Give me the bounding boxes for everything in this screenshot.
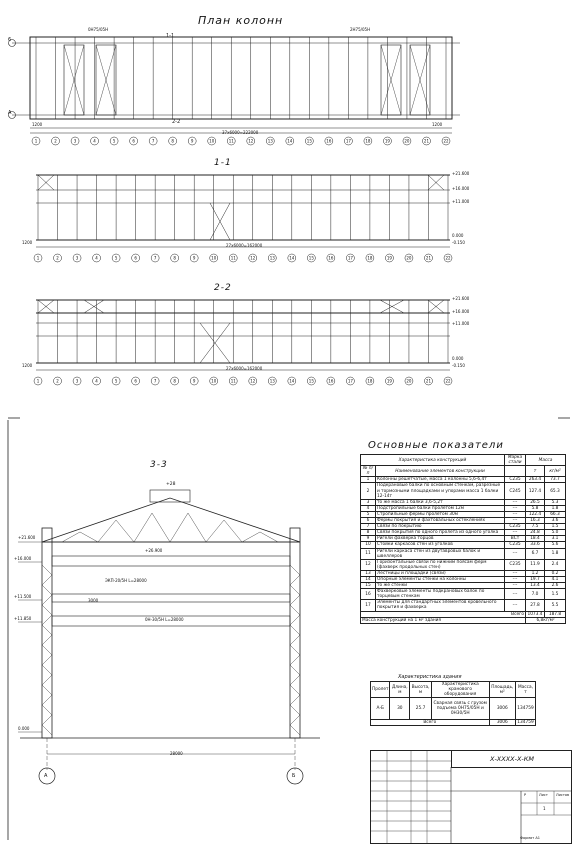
- kp-total-kg: 187.8: [545, 611, 566, 617]
- plan-dim-total: 37x6000=222000: [222, 130, 259, 135]
- kp-cell-mark: ---: [505, 576, 526, 582]
- axis-number: 7: [153, 378, 157, 384]
- kp-cell-t: 26.5: [526, 499, 545, 505]
- s33-elev-ridge: +26.900: [145, 548, 163, 553]
- kp-cell-name: Элементы для стандартных элементов кровельного покрытия и фахверка: [376, 600, 505, 611]
- kp-header-1: Характеристика конструкций: [361, 455, 505, 466]
- axis-number: 20: [406, 378, 412, 384]
- kz-h2: Длина, м: [390, 682, 410, 698]
- kz-total-area: 3006: [489, 720, 515, 726]
- kp-cell-name: Горизонтальные связи по нижним поясам ферм (фахверк продольных стен): [376, 559, 505, 570]
- kp-cell-name: Ригели каркаса стен из двутавровых балок и швеллеров: [376, 548, 505, 559]
- kp-cell-kg: 2.6: [545, 583, 566, 589]
- kp-cell-name: то же масса 1 балки 3,6-5,2т: [376, 499, 505, 505]
- s22-elev-low: +11.000: [452, 321, 470, 326]
- kp-cell-t: 19.7: [526, 576, 545, 582]
- s11-elev-top: +21.600: [452, 171, 470, 176]
- table-row: [361, 505, 566, 511]
- kp-cell-name: Фахверковые элементы подкрановых балок по торцевым стенкам: [376, 589, 505, 600]
- kp-cell-mark: ---: [505, 548, 526, 559]
- kp-cell-n: 13: [361, 570, 376, 576]
- s11-dim-left: 1200: [22, 240, 33, 245]
- note-right: 2Н75/05Н: [350, 27, 371, 32]
- kp-cell-n: 10: [361, 542, 376, 548]
- s33-crane-1: ЭКП-20/5Н L=28000: [105, 578, 147, 583]
- kp-cell-kg: 1.5: [545, 589, 566, 600]
- kp-cell-name: Подкрановые балки по основным стенкам, разрезные и тормозными площадками и упорами масса 1 балки 12-14т: [376, 483, 505, 499]
- kp-cell-name: Лестницы и площадки (связи): [376, 570, 505, 576]
- kz-row-span: А-Б: [371, 698, 390, 720]
- kp-cell-t: 263.4: [526, 477, 545, 483]
- axis-number: 16: [328, 378, 334, 384]
- kp-cell-mark: ---: [505, 600, 526, 611]
- kp-cell-n: 4: [361, 505, 376, 511]
- axis-number: 12: [248, 138, 254, 144]
- axis-number: 22: [445, 378, 451, 384]
- kp-cell-kg: 5.0: [545, 530, 566, 536]
- axis-number: 7: [153, 255, 157, 261]
- kp-cell-mark: ---: [505, 499, 526, 505]
- axis-number: 3: [75, 378, 79, 384]
- s33-elev-roof: +21.600: [18, 535, 36, 540]
- stamp-stage: Р: [524, 793, 527, 797]
- axis-number: 9: [192, 378, 196, 384]
- kp-cell-kg: 2.4: [545, 559, 566, 570]
- axis-number: 15: [308, 255, 314, 261]
- kp-cell-kg: 1.5: [545, 524, 566, 530]
- kp-cell-kg: 5.6: [545, 542, 566, 548]
- axis-number: 14: [287, 138, 293, 144]
- axis-number: 10: [209, 138, 215, 144]
- kp-cell-mark: ---: [505, 505, 526, 511]
- kp-cell-t: 7.0: [526, 589, 545, 600]
- s11-elev-mid: +16.000: [452, 186, 470, 191]
- kp-cell-kg: 3.1: [545, 536, 566, 542]
- axis-number: 8: [171, 138, 174, 144]
- kp-cell-t: 127.4: [526, 483, 545, 499]
- kp-cell-kg: 66.3: [545, 511, 566, 517]
- s33-span: 28000: [170, 751, 183, 756]
- kp-cell-t: 16.3: [526, 518, 545, 524]
- kz-row-h: 25.7: [410, 698, 432, 720]
- s22-elev-bot: -0.150: [452, 363, 465, 368]
- kp-cell-name: Опорные элементы стенки на колонны: [376, 576, 505, 582]
- axis-number: 13: [269, 255, 275, 261]
- kp-cell-kg: 73.7: [545, 477, 566, 483]
- kp-sub-name: Наименование элементов конструкции: [376, 466, 505, 477]
- kz-row-crane: Сварная связь с грузом подъема 0Н75/05Н и 0Н30/5Н: [431, 698, 489, 720]
- s22-elev-top: +21.600: [452, 296, 470, 301]
- kp-cell-name: Подстропильные балки пролетом 12м: [376, 505, 505, 511]
- kp-cell-t: 18.4: [526, 536, 545, 542]
- table-row: [361, 518, 566, 524]
- kp-footer-val: 6,8кг/м²: [526, 617, 566, 623]
- axis-number: 15: [308, 378, 314, 384]
- table-row: [361, 600, 566, 611]
- cut-2-bottom: 2-2: [172, 119, 181, 125]
- kp-sub-no: № п/п: [361, 466, 376, 477]
- kp-cell-n: 1: [361, 477, 376, 483]
- stamp-format: Формат А1: [520, 836, 540, 840]
- indicators-table: [360, 454, 566, 624]
- s11-dim: 27x6000=162000: [226, 243, 263, 248]
- s22-elev-floor: 0.000: [452, 356, 464, 361]
- kp-cell-n: 9: [361, 536, 376, 542]
- kp-cell-name: Ригели фахверка торцов: [376, 536, 505, 542]
- table-row: [361, 559, 566, 570]
- axis-number: 2: [56, 378, 59, 384]
- s33-elev-1: +16.000: [14, 556, 32, 561]
- axis-number: 9: [190, 138, 194, 144]
- axis-number: 20: [404, 138, 410, 144]
- kp-cell-t: 33.6: [526, 542, 545, 548]
- axis-number: 2: [54, 138, 57, 144]
- kp-cell-mark: С235: [505, 542, 526, 548]
- kp-total-t: 1073.4: [527, 611, 543, 617]
- kp-cell-n: 14: [361, 576, 376, 582]
- s11-elev-floor: 0.000: [452, 233, 464, 238]
- s33-elev-0: 0.000: [18, 726, 30, 731]
- building-char-table: [370, 681, 536, 726]
- cut-1-top: 1-1: [166, 33, 175, 39]
- axis-number: 21: [425, 255, 432, 261]
- section-3-3-title: 3-3: [150, 460, 168, 470]
- s33-dim-3000: 3000: [88, 598, 99, 603]
- s22-dim: 27x6000=162000: [226, 366, 263, 371]
- kp-cell-t: 11.9: [526, 559, 545, 570]
- stamp-sheets-label: Листов: [556, 793, 570, 797]
- s33-axis-b: Б: [292, 773, 296, 779]
- kp-cell-t: 5.8: [526, 505, 545, 511]
- kp-cell-kg: 1.8: [545, 548, 566, 559]
- kp-cell-name: Связи по покрытию: [376, 524, 505, 530]
- kp-cell-t: 24.8: [526, 530, 545, 536]
- axis-number: 18: [365, 138, 371, 144]
- kp-cell-mark: С235: [505, 477, 526, 483]
- axis-number: 6: [132, 138, 135, 144]
- kp-cell-mark: ---: [505, 511, 526, 517]
- indicators-title: Основные показатели: [368, 440, 504, 451]
- kp-cell-t: 7.5: [526, 524, 545, 530]
- kz-h3: Высота, м: [410, 682, 432, 698]
- axis-number: 6: [134, 378, 137, 384]
- title-block: [370, 750, 572, 844]
- section-1-1-title: 1-1: [214, 158, 232, 168]
- kp-cell-kg: 1.8: [545, 505, 566, 511]
- kz-h1: Пролет: [371, 682, 390, 698]
- stamp-sheet-no: 1: [543, 806, 546, 811]
- kp-cell-n: 6: [361, 518, 376, 524]
- kp-cell-name: Стойки каркасов стен из уголков: [376, 542, 505, 548]
- kp-cell-n: 7: [361, 524, 376, 530]
- kp-footer: Масса конструкций на 1 м² здания: [361, 617, 526, 623]
- axis-number: 5: [114, 255, 118, 261]
- kp-cell-n: 3: [361, 499, 376, 505]
- section-3-3: [0, 470, 360, 810]
- kp-cell-mark: ---: [505, 570, 526, 576]
- axis-number: 19: [386, 255, 392, 261]
- kp-cell-kg: 5.3: [545, 499, 566, 505]
- kp-cell-mark: ---: [505, 583, 526, 589]
- kp-cell-kg: 3.6: [545, 518, 566, 524]
- axis-number: 19: [384, 138, 390, 144]
- kp-cell-n: 17: [361, 600, 376, 611]
- kp-cell-name: Связи покрытия по одного пролета из одного уголка: [376, 530, 505, 536]
- axis-number: 1: [34, 138, 38, 144]
- axis-number: 3: [75, 255, 79, 261]
- axis-number: 21: [423, 138, 430, 144]
- axis-number: 16: [328, 255, 334, 261]
- kz-total-label: Всего: [371, 720, 490, 726]
- kp-cell-n: 8: [361, 530, 376, 536]
- axis-number: 4: [93, 138, 96, 144]
- axis-a-label: A: [8, 110, 12, 116]
- axis-number: 11: [230, 255, 236, 261]
- axis-number: 21: [425, 378, 432, 384]
- s11-elev-bot: -0.150: [452, 240, 465, 245]
- axis-number: 20: [406, 255, 412, 261]
- kp-cell-mark: С245: [505, 483, 526, 499]
- axis-number: 8: [173, 255, 176, 261]
- kp-cell-mark: С235: [505, 524, 526, 530]
- plan-title: План колонн: [198, 14, 284, 27]
- kp-sub-kg: кг/м²: [545, 466, 566, 477]
- kp-cell-t: 6.7: [526, 548, 545, 559]
- kz-h4: Характеристика кранового оборудования: [431, 682, 489, 698]
- axis-number: 10: [211, 255, 217, 261]
- table-row: [361, 483, 566, 499]
- axis-number: 22: [443, 138, 449, 144]
- kz-total-mass: 134759: [517, 720, 534, 725]
- table-row: [361, 576, 566, 582]
- axis-number: 18: [367, 378, 373, 384]
- stamp-grid: [371, 751, 571, 843]
- axis-number: 8: [173, 378, 176, 384]
- kp-cell-n: 16: [361, 589, 376, 600]
- s33-elev-3: +11.850: [14, 616, 32, 621]
- s11-elev-low: +11.000: [452, 199, 470, 204]
- axis-number: 5: [114, 378, 118, 384]
- kz-row-area: 3006: [489, 698, 515, 720]
- axis-number: 13: [269, 378, 275, 384]
- kp-cell-name: Колонны решетчатые, масса 1 колонны 5,6-6,4т: [376, 477, 505, 483]
- axis-number: 17: [347, 378, 353, 384]
- kz-h6: Масса, т: [516, 682, 536, 698]
- kp-cell-mark: ---: [505, 530, 526, 536]
- plan-dim-right: 1200: [432, 122, 443, 127]
- kp-cell-kg: 65.3: [545, 483, 566, 499]
- axis-number: 3: [73, 138, 77, 144]
- kp-cell-n: 11: [361, 548, 376, 559]
- axis-number: 9: [192, 255, 196, 261]
- axis-number: 15: [306, 138, 312, 144]
- kp-cell-n: 5: [361, 511, 376, 517]
- axis-number: 14: [289, 378, 295, 384]
- kz-h5: Площадь, м²: [489, 682, 515, 698]
- axis-number: 5: [112, 138, 116, 144]
- axis-number: 12: [250, 378, 256, 384]
- table-row: [361, 530, 566, 536]
- axis-number: 1: [36, 378, 40, 384]
- axis-number: 11: [230, 378, 236, 384]
- axis-number: 1: [36, 255, 40, 261]
- kp-cell-mark: ВСт: [505, 536, 526, 542]
- kp-cell-mark: ---: [505, 518, 526, 524]
- kp-cell-name: то же стенки: [376, 583, 505, 589]
- axis-number: 2: [56, 255, 59, 261]
- axis-number: 19: [386, 378, 392, 384]
- axis-number: 22: [445, 255, 451, 261]
- kp-cell-name: Стропильные фермы пролетом 30м: [376, 511, 505, 517]
- kp-cell-kg: 4.1: [545, 576, 566, 582]
- drawing-code: Х-ХХХХ-Х-КМ: [451, 751, 572, 768]
- axis-number: 16: [326, 138, 332, 144]
- kp-sub-t: т: [526, 466, 545, 477]
- axis-number: 14: [289, 255, 295, 261]
- kp-total-label: Всего: [361, 611, 526, 617]
- section-2-2-title: 2-2: [214, 283, 232, 293]
- note-left: 0Н75/05Н: [88, 27, 109, 32]
- kp-cell-t: 1.2: [526, 570, 545, 576]
- kp-cell-t: 27.8: [526, 600, 545, 611]
- kp-header-mass: Масса: [526, 455, 566, 466]
- axis-number: 13: [267, 138, 273, 144]
- axis-number: 4: [95, 378, 98, 384]
- s22-dim-left: 1200: [22, 363, 33, 368]
- axis-number: 6: [134, 255, 137, 261]
- stamp-sheet-label: Лист: [539, 793, 548, 797]
- kp-cell-t: 122.4: [526, 511, 545, 517]
- s33-crane-2: 0Н-30/5Н L=28000: [145, 617, 184, 622]
- kp-cell-n: 15: [361, 583, 376, 589]
- axis-b-label: 6: [8, 37, 12, 43]
- table-row: [361, 548, 566, 559]
- kp-cell-n: 12: [361, 559, 376, 570]
- kz-row-mass: 134759: [516, 698, 536, 720]
- kp-cell-mark: ---: [505, 589, 526, 600]
- kp-cell-kg: 0.2: [545, 570, 566, 576]
- building-char-title: Характеристика здания: [398, 674, 462, 680]
- s33-axis-a: А: [44, 773, 48, 779]
- axis-number: 17: [347, 255, 353, 261]
- axis-number: 10: [211, 378, 217, 384]
- kp-cell-t: 13.4: [526, 583, 545, 589]
- axis-number: 18: [367, 255, 373, 261]
- kp-cell-n: 2: [361, 483, 376, 499]
- table-row: [361, 589, 566, 600]
- axis-number: 4: [95, 255, 98, 261]
- s22-elev-mid: +16.000: [452, 309, 470, 314]
- kp-cell-kg: 5.5: [545, 600, 566, 611]
- kz-row-len: 30: [390, 698, 410, 720]
- s33-elev-2: +11.500: [14, 594, 32, 599]
- kp-header-mark: Марка стали: [505, 455, 526, 466]
- plan-dim-left: 1200: [32, 122, 43, 127]
- axis-number: 17: [345, 138, 351, 144]
- axis-number: 12: [250, 255, 256, 261]
- kp-cell-mark: С235: [505, 559, 526, 570]
- kp-cell-name: Фермы покрытия и фахтовальных остеклениях: [376, 518, 505, 524]
- axis-number: 11: [228, 138, 234, 144]
- s33-top-mark: +28: [166, 482, 176, 487]
- axis-number: 7: [151, 138, 155, 144]
